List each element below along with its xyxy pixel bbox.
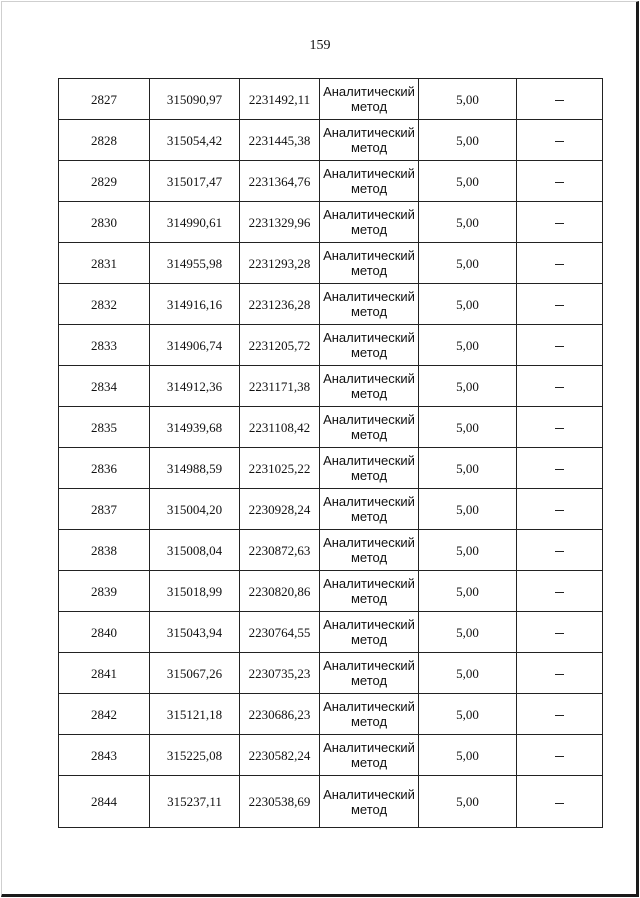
accuracy-cell: 5,00	[419, 489, 517, 530]
method-cell	[320, 79, 419, 120]
method-line-1: Аналитический	[323, 125, 415, 140]
x-coordinate-cell: 315237,11	[150, 776, 240, 828]
method-cell	[320, 407, 419, 448]
note-cell	[517, 161, 603, 202]
table-row	[59, 530, 603, 571]
accuracy-cell: 5,00	[419, 243, 517, 284]
note-cell	[517, 120, 603, 161]
accuracy-cell: 5,00	[419, 571, 517, 612]
method-line-2: метод	[350, 304, 388, 319]
x-coordinate-cell: 314912,36	[150, 366, 240, 407]
method-line-1: Аналитический	[323, 658, 415, 673]
x-coordinate-cell: 314990,61	[150, 202, 240, 243]
x-coordinate-cell: 315004,20	[150, 489, 240, 530]
x-coordinate-cell: 314988,59	[150, 448, 240, 489]
method-cell	[320, 776, 419, 828]
point-number-cell: 2840	[59, 612, 150, 653]
y-coordinate-cell: 2231171,38	[240, 366, 320, 407]
method-line-2: метод	[350, 263, 388, 278]
method-line-1: Аналитический	[323, 84, 415, 99]
y-coordinate-cell: 2231236,28	[240, 284, 320, 325]
dash-mark	[555, 756, 564, 757]
dash-mark	[555, 674, 564, 675]
accuracy-cell: 5,00	[419, 79, 517, 120]
point-number-cell: 2827	[59, 79, 150, 120]
table-row	[59, 284, 603, 325]
method-line-2: метод	[350, 714, 388, 729]
page-number: 159	[309, 38, 331, 53]
dash-mark	[555, 633, 564, 634]
point-number-cell: 2838	[59, 530, 150, 571]
point-number-cell: 2833	[59, 325, 150, 366]
note-cell	[517, 776, 603, 828]
accuracy-cell: 5,00	[419, 120, 517, 161]
accuracy-cell: 5,00	[419, 694, 517, 735]
point-number-cell: 2841	[59, 653, 150, 694]
note-cell	[517, 653, 603, 694]
y-coordinate-cell: 2231364,76	[240, 161, 320, 202]
table-row	[59, 161, 603, 202]
table-row	[59, 489, 603, 530]
x-coordinate-cell: 315043,94	[150, 612, 240, 653]
accuracy-cell: 5,00	[419, 366, 517, 407]
accuracy-cell: 5,00	[419, 612, 517, 653]
y-coordinate-cell: 2230735,23	[240, 653, 320, 694]
point-number-cell: 2830	[59, 202, 150, 243]
table-row	[59, 571, 603, 612]
method-cell	[320, 530, 419, 571]
method-line-1: Аналитический	[323, 453, 415, 468]
dash-mark	[555, 551, 564, 552]
method-line-2: метод	[350, 801, 388, 817]
point-number-cell: 2831	[59, 243, 150, 284]
method-cell	[320, 448, 419, 489]
accuracy-cell: 5,00	[419, 735, 517, 776]
y-coordinate-cell: 2230686,23	[240, 694, 320, 735]
dash-mark	[555, 264, 564, 265]
table-row	[59, 612, 603, 653]
dash-mark	[555, 346, 564, 347]
table-row	[59, 120, 603, 161]
table-row	[59, 366, 603, 407]
method-line-1: Аналитический	[323, 617, 415, 632]
method-line-1: Аналитический	[323, 786, 415, 802]
method-line-1: Аналитический	[323, 371, 415, 386]
method-line-1: Аналитический	[323, 166, 415, 181]
table-row	[59, 448, 603, 489]
dash-mark	[555, 428, 564, 429]
accuracy-cell: 5,00	[419, 448, 517, 489]
method-cell	[320, 325, 419, 366]
y-coordinate-cell: 2231025,22	[240, 448, 320, 489]
method-line-1: Аналитический	[323, 576, 415, 591]
table-row	[59, 694, 603, 735]
point-number-cell: 2839	[59, 571, 150, 612]
note-cell	[517, 243, 603, 284]
y-coordinate-cell: 2230582,24	[240, 735, 320, 776]
note-cell	[517, 79, 603, 120]
y-coordinate-cell: 2231445,38	[240, 120, 320, 161]
y-coordinate-cell: 2230764,55	[240, 612, 320, 653]
method-cell	[320, 120, 419, 161]
method-cell	[320, 243, 419, 284]
method-line-2: метод	[350, 140, 388, 155]
dash-mark	[555, 305, 564, 306]
accuracy-cell: 5,00	[419, 161, 517, 202]
x-coordinate-cell: 315017,47	[150, 161, 240, 202]
method-line-2: метод	[350, 468, 388, 483]
note-cell	[517, 571, 603, 612]
note-cell	[517, 612, 603, 653]
note-cell	[517, 489, 603, 530]
point-number-cell: 2835	[59, 407, 150, 448]
point-number-cell: 2844	[59, 776, 150, 828]
method-line-1: Аналитический	[323, 248, 415, 263]
method-line-2: метод	[350, 591, 388, 606]
method-cell	[320, 202, 419, 243]
dash-mark	[555, 803, 564, 804]
x-coordinate-cell: 315121,18	[150, 694, 240, 735]
point-number-cell: 2842	[59, 694, 150, 735]
method-line-1: Аналитический	[323, 494, 415, 509]
y-coordinate-cell: 2231492,11	[240, 79, 320, 120]
note-cell	[517, 694, 603, 735]
method-line-2: метод	[350, 755, 388, 770]
point-number-cell: 2832	[59, 284, 150, 325]
x-coordinate-cell: 315225,08	[150, 735, 240, 776]
x-coordinate-cell: 314906,74	[150, 325, 240, 366]
y-coordinate-cell: 2230820,86	[240, 571, 320, 612]
method-cell	[320, 694, 419, 735]
dash-mark	[555, 100, 564, 101]
note-cell	[517, 202, 603, 243]
method-line-2: метод	[350, 222, 388, 237]
method-line-1: Аналитический	[323, 412, 415, 427]
dash-mark	[555, 182, 564, 183]
point-number-cell: 2837	[59, 489, 150, 530]
y-coordinate-cell: 2231108,42	[240, 407, 320, 448]
table-row	[59, 735, 603, 776]
accuracy-cell: 5,00	[419, 407, 517, 448]
accuracy-cell: 5,00	[419, 653, 517, 694]
dash-mark	[555, 469, 564, 470]
point-number-cell: 2828	[59, 120, 150, 161]
accuracy-cell: 5,00	[419, 284, 517, 325]
x-coordinate-cell: 314955,98	[150, 243, 240, 284]
note-cell	[517, 735, 603, 776]
dash-mark	[555, 141, 564, 142]
dash-mark	[555, 387, 564, 388]
method-line-2: метод	[350, 632, 388, 647]
method-line-2: метод	[350, 509, 388, 524]
table-row	[59, 202, 603, 243]
table-row	[59, 325, 603, 366]
y-coordinate-cell: 2230872,63	[240, 530, 320, 571]
x-coordinate-cell: 315008,04	[150, 530, 240, 571]
note-cell	[517, 407, 603, 448]
method-cell	[320, 571, 419, 612]
method-cell	[320, 612, 419, 653]
y-coordinate-cell: 2231329,96	[240, 202, 320, 243]
method-line-1: Аналитический	[323, 289, 415, 304]
coordinates-table	[58, 78, 603, 828]
method-line-2: метод	[350, 386, 388, 401]
method-line-1: Аналитический	[323, 699, 415, 714]
x-coordinate-cell: 315067,26	[150, 653, 240, 694]
method-cell	[320, 653, 419, 694]
y-coordinate-cell: 2231293,28	[240, 243, 320, 284]
point-number-cell: 2836	[59, 448, 150, 489]
method-cell	[320, 489, 419, 530]
y-coordinate-cell: 2230928,24	[240, 489, 320, 530]
table-row	[59, 653, 603, 694]
table-row	[59, 776, 603, 828]
table-row	[59, 407, 603, 448]
table-body	[59, 79, 603, 828]
x-coordinate-cell: 314916,16	[150, 284, 240, 325]
method-line-2: метод	[350, 427, 388, 442]
method-cell	[320, 161, 419, 202]
note-cell	[517, 448, 603, 489]
method-line-2: метод	[350, 673, 388, 688]
method-cell	[320, 284, 419, 325]
table-row	[59, 79, 603, 120]
x-coordinate-cell: 315090,97	[150, 79, 240, 120]
method-line-2: метод	[350, 345, 388, 360]
point-number-cell: 2843	[59, 735, 150, 776]
dash-mark	[555, 592, 564, 593]
method-cell	[320, 735, 419, 776]
accuracy-cell: 5,00	[419, 325, 517, 366]
method-line-2: метод	[350, 99, 388, 114]
point-number-cell: 2829	[59, 161, 150, 202]
y-coordinate-cell: 2230538,69	[240, 776, 320, 828]
method-line-2: метод	[350, 550, 388, 565]
x-coordinate-cell: 315054,42	[150, 120, 240, 161]
point-number-cell: 2834	[59, 366, 150, 407]
x-coordinate-cell: 315018,99	[150, 571, 240, 612]
method-line-1: Аналитический	[323, 330, 415, 345]
accuracy-cell: 5,00	[419, 530, 517, 571]
method-line-2: метод	[350, 181, 388, 196]
y-coordinate-cell: 2231205,72	[240, 325, 320, 366]
x-coordinate-cell: 314939,68	[150, 407, 240, 448]
method-line-1: Аналитический	[323, 207, 415, 222]
method-line-1: Аналитический	[323, 535, 415, 550]
note-cell	[517, 366, 603, 407]
accuracy-cell: 5,00	[419, 776, 517, 828]
dash-mark	[555, 510, 564, 511]
note-cell	[517, 284, 603, 325]
accuracy-cell: 5,00	[419, 202, 517, 243]
dash-mark	[555, 223, 564, 224]
method-line-1: Аналитический	[323, 740, 415, 755]
table-row	[59, 243, 603, 284]
note-cell	[517, 325, 603, 366]
note-cell	[517, 530, 603, 571]
dash-mark	[555, 715, 564, 716]
method-cell	[320, 366, 419, 407]
